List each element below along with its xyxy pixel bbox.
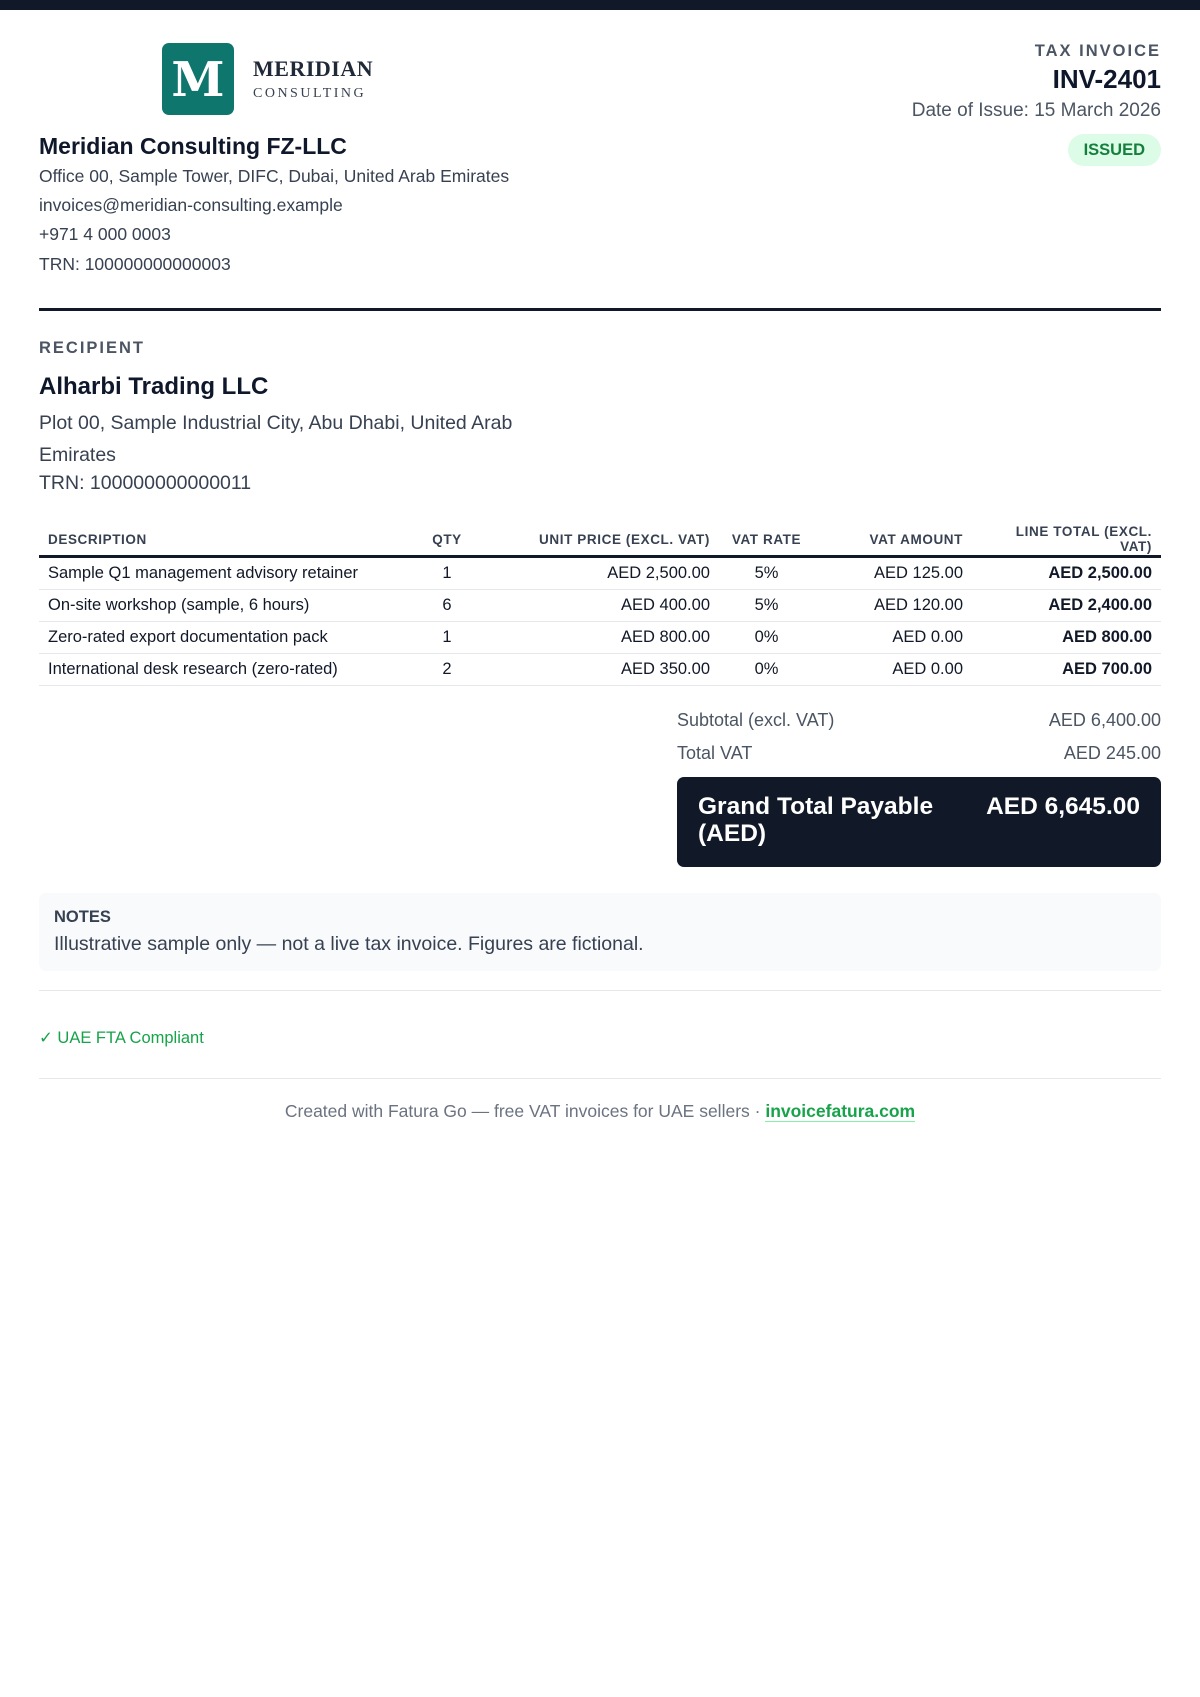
seller-trn: TRN: 100000000000003 — [39, 254, 231, 274]
cell-vat-amount: AED 0.00 — [814, 654, 972, 686]
seller-address: Office 00, Sample Tower, DIFC, Dubai, United Arab Emirates — [39, 166, 510, 186]
notes-text: Illustrative sample only — not a live tax invoice. Figures are fictional. — [54, 933, 644, 955]
subtotal-label: Subtotal (excl. VAT) — [677, 710, 835, 730]
recipient-address: Plot 00, Sample Industrial City, Abu Dhabi, United Arab Emirates — [39, 412, 513, 466]
cell-description: International desk research (zero-rated) — [39, 654, 407, 686]
cell-qty: 2 — [407, 654, 487, 686]
cell-unit-price: AED 800.00 — [487, 622, 719, 654]
cell-qty: 1 — [407, 557, 487, 590]
grand-total-value: AED 6,645.00 — [986, 793, 1140, 820]
cell-line-total: AED 2,400.00 — [972, 590, 1161, 622]
cell-vat-amount: AED 125.00 — [814, 557, 972, 590]
table-row — [39, 557, 1161, 590]
column-header-vat-rate: VAT RATE — [719, 523, 814, 557]
logo-mark: M — [162, 43, 234, 115]
notes-label: NOTES — [54, 908, 111, 926]
cell-unit-price: AED 350.00 — [487, 654, 719, 686]
grand-total-label: Grand Total Payable (AED) — [698, 793, 934, 847]
compliance-label: ✓ UAE FTA Compliant — [39, 1029, 204, 1047]
seller-email: invoices@meridian-consulting.example — [39, 195, 343, 215]
cell-qty: 1 — [407, 622, 487, 654]
column-header-unit-price: UNIT PRICE (EXCL. VAT) — [487, 523, 719, 557]
footer — [39, 1101, 1161, 1122]
footer-text: Created with Fatura Go — free VAT invoices for UAE sellers · — [284, 1101, 766, 1121]
table-row — [39, 622, 1161, 654]
cell-vat-rate: 5% — [719, 590, 814, 622]
total-vat-value: AED 245.00 — [1063, 743, 1161, 763]
cell-line-total: AED 700.00 — [972, 654, 1161, 686]
cell-line-total: AED 2,500.00 — [972, 557, 1161, 590]
total-vat-label: Total VAT — [677, 743, 753, 763]
column-header-qty: QTY — [407, 523, 487, 557]
seller-name: Meridian Consulting FZ-LLC — [39, 133, 347, 159]
table-row — [39, 654, 1161, 686]
notes-box — [39, 893, 1161, 971]
invoice-number: INV-2401 — [1052, 64, 1161, 94]
status-badge: ISSUED — [1068, 134, 1161, 166]
cell-qty: 6 — [407, 590, 487, 622]
cell-unit-price: AED 400.00 — [487, 590, 719, 622]
invoice-type-label: TAX INVOICE — [1034, 42, 1161, 60]
cell-vat-rate: 0% — [719, 622, 814, 654]
recipient-name: Alharbi Trading LLC — [39, 373, 269, 400]
cell-vat-rate: 0% — [719, 654, 814, 686]
seller-phone: +971 4 000 0003 — [39, 224, 171, 244]
notes-divider — [39, 990, 1161, 991]
recipient-section-label: RECIPIENT — [39, 339, 146, 357]
cell-description: Zero-rated export documentation pack — [39, 622, 407, 654]
cell-description: Sample Q1 management advisory retainer — [39, 557, 407, 590]
cell-vat-amount: AED 120.00 — [814, 590, 972, 622]
table-row — [39, 590, 1161, 622]
subtotal-value: AED 6,400.00 — [1048, 710, 1161, 730]
grand-total-box — [677, 777, 1161, 867]
recipient-trn: TRN: 100000000000011 — [39, 472, 252, 494]
header-divider — [39, 308, 1161, 311]
logo-wordmark: MERIDIAN — [253, 56, 374, 81]
logo-subtitle: CONSULTING — [253, 86, 367, 101]
footer-divider — [39, 1078, 1161, 1079]
cell-unit-price: AED 2,500.00 — [487, 557, 719, 590]
column-header-line-total: LINE TOTAL (EXCL. VAT) — [972, 523, 1161, 557]
table-header-row — [39, 523, 1161, 557]
line-items-table — [39, 523, 1161, 686]
cell-vat-amount: AED 0.00 — [814, 622, 972, 654]
column-header-description: DESCRIPTION — [39, 523, 407, 557]
invoice-date: Date of Issue: 15 March 2026 — [911, 100, 1161, 121]
cell-description: On-site workshop (sample, 6 hours) — [39, 590, 407, 622]
cell-line-total: AED 800.00 — [972, 622, 1161, 654]
cell-vat-rate: 5% — [719, 557, 814, 590]
invoice-page — [39, 0, 1161, 1697]
footer-link[interactable]: invoicefatura.com — [765, 1101, 916, 1121]
column-header-vat-amount: VAT AMOUNT — [814, 523, 972, 557]
